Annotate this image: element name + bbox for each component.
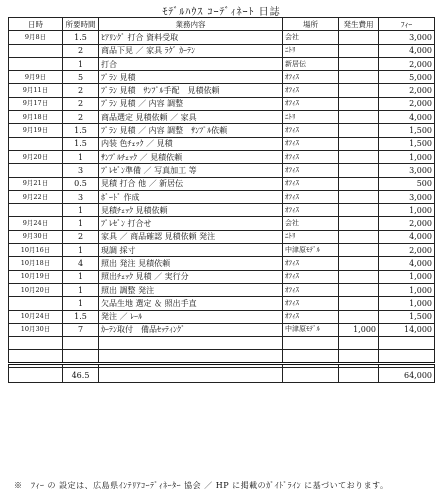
cell-fee: 5,000 — [379, 71, 435, 84]
cell-place: ｵﾌｨｽ — [283, 71, 339, 84]
cell-hours: 1 — [63, 283, 99, 296]
cell-fee: 1,000 — [379, 204, 435, 217]
cell-place: ｵﾌｨｽ — [283, 177, 339, 190]
cell-hours: 2 — [63, 97, 99, 110]
cell-place: 新居伝 — [283, 57, 339, 70]
cell-place: ｵﾌｨｽ — [283, 190, 339, 203]
table-row — [9, 124, 435, 137]
cell-place: ｵﾌｨｽ — [283, 257, 339, 270]
cell-cost — [339, 31, 379, 44]
cell-hours: 1 — [63, 217, 99, 230]
cell-place: ｵﾌｨｽ — [283, 310, 339, 323]
cell-place: 会社 — [283, 31, 339, 44]
cell-task: 欠品生地 選定 ＆ 照出手直 — [99, 297, 283, 310]
cell-place: ｵﾌｨｽ — [283, 84, 339, 97]
table-row — [9, 97, 435, 110]
cell-date: 10月19日 — [9, 270, 63, 283]
cell-hours: 1 — [63, 270, 99, 283]
table-row — [9, 84, 435, 97]
cell-fee: 14,000 — [379, 323, 435, 336]
cell-fee: 3,000 — [379, 190, 435, 203]
cell-hours: 2 — [63, 84, 99, 97]
cell-cost — [339, 310, 379, 323]
table-row — [9, 297, 435, 310]
cell-place: ｵﾌｨｽ — [283, 137, 339, 150]
cell-cost — [339, 44, 379, 57]
page-title: ﾓﾃﾞﾙﾊｳｽ ｺｰﾃﾞｨﾈｰﾄ 日誌 — [162, 7, 281, 18]
cell-cost — [339, 204, 379, 217]
cell-date: 10月24日 — [9, 310, 63, 323]
cell-date: 10月20日 — [9, 283, 63, 296]
footnote: ※ ﾌｨｰ の 設定は、広島県ｲﾝﾃﾘｱｺｰﾃﾞｨﾈｰﾀｰ 協会 ／ HP に掲載のｶﾞｲﾄﾞﾗｲﾝ に基づいております。 — [14, 481, 389, 490]
cell-hours: 7 — [63, 323, 99, 336]
cell-place: ｵﾌｨｽ — [283, 297, 339, 310]
cell-cost — [339, 71, 379, 84]
cell-date — [9, 204, 63, 217]
cell-cost — [339, 97, 379, 110]
cell-place: ｵﾌｨｽ — [283, 164, 339, 177]
cell-task: 発注 ／ ﾚｰﾙ — [99, 310, 283, 323]
cell-fee: 2,000 — [379, 57, 435, 70]
cell-place: ｵﾌｨｽ — [283, 124, 339, 137]
cell-date: 9月19日 — [9, 124, 63, 137]
cell-date: 9月11日 — [9, 84, 63, 97]
cell-hours: 4 — [63, 257, 99, 270]
cell-hours: 2 — [63, 230, 99, 243]
cell-hours: 1 — [63, 204, 99, 217]
cell-place: ｵﾌｨｽ — [283, 204, 339, 217]
table-row — [9, 190, 435, 203]
cell-task: 照出ﾁｪｯｸ 見積 ／ 実行分 — [99, 270, 283, 283]
cell-date — [9, 297, 63, 310]
cell-fee: 4,000 — [379, 230, 435, 243]
cell-cost: 1,000 — [339, 323, 379, 336]
cell-task: ﾌﾟﾗﾝ 見積 ／ 内容 調整 ｻﾝﾌﾟﾙ依頼 — [99, 124, 283, 137]
cell-date: 9月20日 — [9, 150, 63, 163]
cell-cost — [339, 124, 379, 137]
cell-task: 照出 発注 見積依頼 — [99, 257, 283, 270]
cell-task: ﾋｱﾘﾝｸﾞ 打合 資料受取 — [99, 31, 283, 44]
cell-fee: 1,500 — [379, 137, 435, 150]
total-hours: 46.5 — [63, 368, 99, 383]
table-row — [9, 244, 435, 257]
cell-task: 打合 — [99, 57, 283, 70]
cell-date — [9, 57, 63, 70]
cell-cost — [339, 137, 379, 150]
cell-task: ﾌﾟﾗﾝ 見積 ／ 内容 調整 — [99, 97, 283, 110]
cell-hours: 1 — [63, 244, 99, 257]
table-row — [9, 44, 435, 57]
cell-fee: 4,000 — [379, 257, 435, 270]
cell-cost — [339, 57, 379, 70]
cell-hours: 1 — [63, 57, 99, 70]
header-row — [9, 18, 435, 31]
header-task: 業務内容 — [99, 18, 283, 31]
table-row — [9, 217, 435, 230]
cell-task: ｶｰﾃﾝ取付 備品ｾｯﾃｨﾝｸﾞ — [99, 323, 283, 336]
cell-task: 商品選定 見積依頼 ／ 家具 — [99, 111, 283, 124]
cell-cost — [339, 84, 379, 97]
cell-place: ｵﾌｨｽ — [283, 97, 339, 110]
cell-date — [9, 164, 63, 177]
cell-date: 9月30日 — [9, 230, 63, 243]
cell-task: 見積 打合 他 ／ 新居伝 — [99, 177, 283, 190]
cell-date: 9月8日 — [9, 31, 63, 44]
cell-date: 9月17日 — [9, 97, 63, 110]
cell-fee: 1,500 — [379, 310, 435, 323]
cell-task: ﾌﾟﾗﾝ 見積 — [99, 71, 283, 84]
cell-task: 内装 色ﾁｪｯｸ ／ 見積 — [99, 137, 283, 150]
header-hours: 所要時間 — [63, 18, 99, 31]
cell-fee: 3,000 — [379, 164, 435, 177]
cell-date: 10月18日 — [9, 257, 63, 270]
cell-hours: 3 — [63, 190, 99, 203]
cell-fee: 1,000 — [379, 150, 435, 163]
cell-fee: 3,000 — [379, 31, 435, 44]
cell-task: ﾌﾟﾗﾝ 見積 ｻﾝﾌﾟﾙ手配 見積依頼 — [99, 84, 283, 97]
table-row — [9, 283, 435, 296]
table-row — [9, 137, 435, 150]
cell-place: 中津原ﾓﾃﾞﾙ — [283, 244, 339, 257]
cell-hours: 0.5 — [63, 177, 99, 190]
cell-fee: 1,000 — [379, 270, 435, 283]
cell-cost — [339, 283, 379, 296]
cell-cost — [339, 270, 379, 283]
table-row — [9, 177, 435, 190]
cell-date — [9, 44, 63, 57]
cell-hours: 1.5 — [63, 137, 99, 150]
cell-fee: 1,500 — [379, 124, 435, 137]
cell-date: 9月24日 — [9, 217, 63, 230]
cell-date: 9月21日 — [9, 177, 63, 190]
table-row — [9, 57, 435, 70]
header-place: 場所 — [283, 18, 339, 31]
cell-fee: 500 — [379, 177, 435, 190]
cell-hours: 2 — [63, 111, 99, 124]
blank-row — [9, 337, 435, 350]
cell-cost — [339, 177, 379, 190]
cell-place: ﾆﾄﾘ — [283, 44, 339, 57]
cell-task: ﾎﾞｰﾄﾞ 作成 — [99, 190, 283, 203]
cell-hours: 1 — [63, 297, 99, 310]
table-row — [9, 150, 435, 163]
cell-cost — [339, 190, 379, 203]
table-row — [9, 323, 435, 336]
table-row — [9, 31, 435, 44]
cell-fee: 2,000 — [379, 84, 435, 97]
total-fee: 64,000 — [379, 368, 435, 383]
cell-place: 会社 — [283, 217, 339, 230]
cell-cost — [339, 217, 379, 230]
cell-place: ｵﾌｨｽ — [283, 150, 339, 163]
log-table — [8, 17, 435, 383]
cell-fee: 1,000 — [379, 297, 435, 310]
cell-task: 照出 調整 発注 — [99, 283, 283, 296]
table-row — [9, 71, 435, 84]
table-row — [9, 230, 435, 243]
cell-fee: 4,000 — [379, 111, 435, 124]
cell-cost — [339, 150, 379, 163]
cell-date: 10月16日 — [9, 244, 63, 257]
cell-hours: 1.5 — [63, 124, 99, 137]
cell-task: ﾌﾟﾚｾﾞﾝ 打合せ — [99, 217, 283, 230]
cell-hours: 1 — [63, 150, 99, 163]
cell-place: ﾆﾄﾘ — [283, 111, 339, 124]
cell-task: 商品下見 ／ 家具 ﾗｸﾞ ｶｰﾃﾝ — [99, 44, 283, 57]
total-row — [9, 368, 435, 383]
cell-fee: 1,000 — [379, 283, 435, 296]
cell-hours: 1.5 — [63, 31, 99, 44]
cell-fee: 2,000 — [379, 244, 435, 257]
table-row — [9, 204, 435, 217]
cell-date: 9月18日 — [9, 111, 63, 124]
header-fee: ﾌｨｰ — [379, 18, 435, 31]
cell-date: 9月9日 — [9, 71, 63, 84]
cell-date: 9月22日 — [9, 190, 63, 203]
cell-task: 見積ﾁｪｯｸ 見積依頼 — [99, 204, 283, 217]
cell-date: 10月30日 — [9, 323, 63, 336]
cell-hours: 2 — [63, 44, 99, 57]
cell-hours: 1.5 — [63, 310, 99, 323]
table-row — [9, 270, 435, 283]
cell-place: ﾆﾄﾘ — [283, 230, 339, 243]
cell-date — [9, 137, 63, 150]
cell-fee: 2,000 — [379, 97, 435, 110]
cell-place: ｵﾌｨｽ — [283, 270, 339, 283]
cell-place: ｵﾌｨｽ — [283, 283, 339, 296]
cell-task: ﾌﾟﾚｾﾞﾝ準備 ／ 写真加工 等 — [99, 164, 283, 177]
cell-fee: 2,000 — [379, 217, 435, 230]
cell-task: 家具 ／ 商品確認 見積依頼 発注 — [99, 230, 283, 243]
table-row — [9, 310, 435, 323]
cell-place: 中津原ﾓﾃﾞﾙ — [283, 323, 339, 336]
cell-cost — [339, 164, 379, 177]
cell-fee: 4,000 — [379, 44, 435, 57]
log-body — [9, 31, 435, 337]
cell-task: ｻﾝﾌﾟﾙﾁｪｯｸ ／ 見積依頼 — [99, 150, 283, 163]
table-row — [9, 164, 435, 177]
cell-task: 現調 採寸 — [99, 244, 283, 257]
table-row — [9, 257, 435, 270]
cell-cost — [339, 244, 379, 257]
cell-hours: 5 — [63, 71, 99, 84]
cell-cost — [339, 230, 379, 243]
cell-cost — [339, 111, 379, 124]
header-cost: 発生費用 — [339, 18, 379, 31]
cell-cost — [339, 297, 379, 310]
cell-hours: 3 — [63, 164, 99, 177]
cell-cost — [339, 257, 379, 270]
header-date: 日時 — [9, 18, 63, 31]
blank-row — [9, 350, 435, 364]
table-row — [9, 111, 435, 124]
